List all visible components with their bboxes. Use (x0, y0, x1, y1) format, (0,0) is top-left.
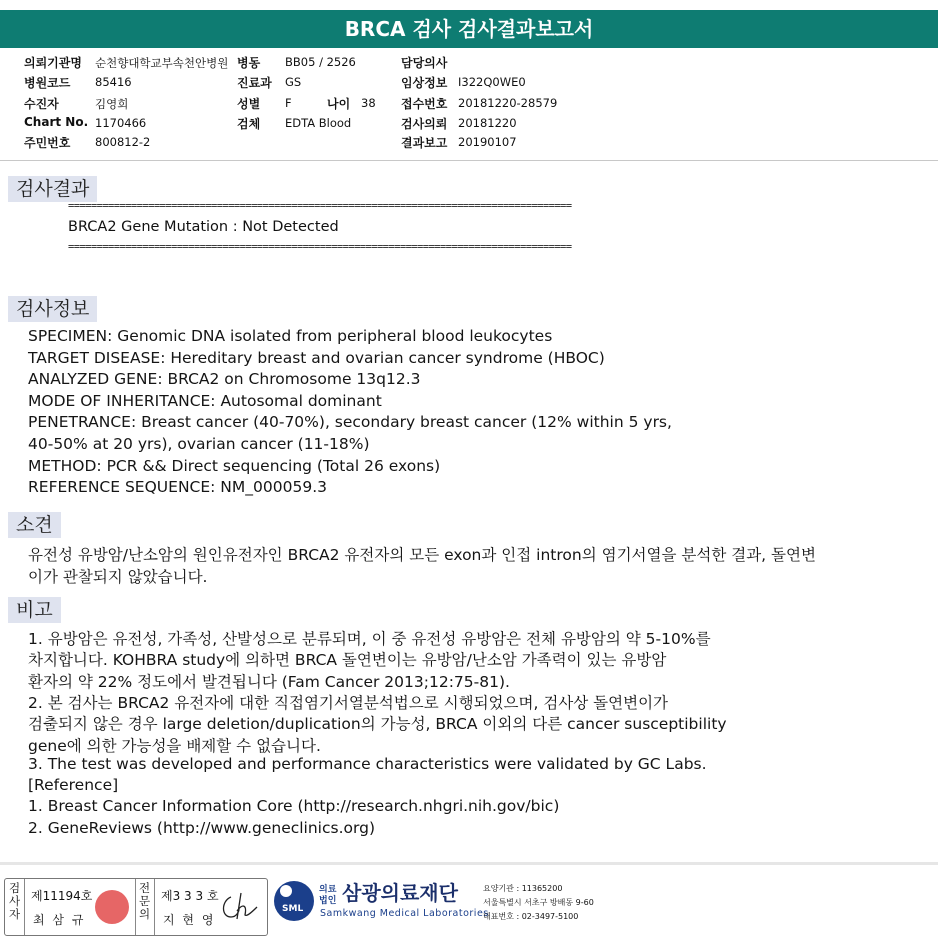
header-value: 순천향대학교부속천안병원 (95, 56, 229, 70)
note-line: [Reference] (28, 776, 119, 795)
specialist-signature (217, 887, 261, 925)
tester-license: 제11194호 (31, 889, 93, 903)
section-title-notes: 비고 (8, 597, 61, 623)
result-separator-bottom: ======================================================================================== (68, 241, 572, 253)
note-line: 3. The test was developed and performance characteristics were validated by GC Labs. (28, 754, 707, 773)
header-value: 20181220 (458, 116, 517, 130)
org-prefix-bottom: 법인 (319, 896, 337, 906)
note-line: 1. 유방암은 유전성, 가족성, 산발성으로 분류되며, 이 중 유전성 유방암은 전체 유방암의 약 5-10%를 (28, 630, 711, 648)
info-line: ANALYZED GENE: BRCA2 on Chromosome 13q12.3 (28, 370, 421, 389)
finding-line: 이가 관찰되지 않았습니다. (28, 568, 208, 586)
report-title: BRCA 검사 검사결과보고서 (0, 10, 938, 48)
header-label: 진료과 (237, 76, 272, 90)
sml-logo (272, 879, 316, 927)
header-label: 임상정보 (401, 76, 448, 90)
info-line: PENETRANCE: Breast cancer (40-70%), secondary breast cancer (12% within 5 yrs, (28, 413, 672, 432)
section-title-finding: 소견 (8, 512, 61, 538)
note-line: 1. Breast Cancer Information Core (http://research.nhgri.nih.gov/bic) (28, 797, 560, 816)
note-line: 2. 본 검사는 BRCA2 유전자에 대한 직접염기서열분석법으로 시행되었으며, 검사상 돌연변이가 (28, 693, 669, 712)
age-label: 나이 (327, 97, 351, 111)
org-address: 서울특별시 서초구 방배동 9-60 (483, 898, 594, 907)
logo-text: SML (282, 904, 304, 914)
header-label: Chart No. (24, 115, 89, 129)
section-title-info: 검사정보 (8, 296, 97, 322)
header-label: 접수번호 (401, 97, 448, 111)
specialist-label: 전 문 의 (138, 881, 151, 921)
header-label: 담당의사 (401, 56, 448, 70)
header-value: 1170466 (95, 116, 147, 130)
header-label: 병동 (237, 56, 261, 70)
header-label: 의뢰기관명 (24, 56, 82, 70)
header-value: EDTA Blood (285, 116, 352, 130)
patient-info-header (0, 54, 938, 158)
result-text: BRCA2 Gene Mutation : Not Detected (68, 219, 339, 235)
header-value: 85416 (95, 75, 132, 89)
age-value: 38 (361, 96, 376, 110)
finding-line: 유전성 유방암/난소암의 원인유전자인 BRCA2 유전자의 모든 exon과 인접 intron의 염기서열을 분석한 결과, 돌연변 (28, 546, 816, 564)
specialist-license: 제3 3 3 호 (161, 889, 219, 903)
note-line: 차지합니다. KOHBRA study에 의하면 BRCA 돌연변이는 유방암/난소암 가족력이 있는 유방암 (28, 651, 667, 670)
note-line: gene에 의한 가능성을 배제할 수 없습니다. (28, 736, 321, 755)
org-phone: 대표번호 : 02-3497-5100 (483, 912, 579, 921)
header-value: 20181220-28579 (458, 96, 558, 110)
note-line: 환자의 약 22% 정도에서 발견됩니다 (Fam Cancer 2013;12:75-81). (28, 672, 510, 691)
note-line: 검출되지 않은 경우 large deletion/duplication의 가능성, BRCA 이외의 다른 cancer susceptibility (28, 715, 727, 734)
tester-name: 최 삼 규 (33, 913, 86, 927)
header-value: F (285, 96, 292, 110)
note-line: 2. GeneReviews (http://www.geneclinics.org) (28, 818, 375, 837)
header-label: 병원코드 (24, 76, 71, 90)
header-value: 20190107 (458, 135, 517, 149)
header-label: 검체 (237, 117, 261, 131)
info-line: 40-50% at 20 yrs), ovarian cancer (11-18%) (28, 435, 370, 453)
signature-box (4, 878, 268, 936)
header-value: GS (285, 75, 302, 89)
header-value: BB05 / 2526 (285, 55, 356, 69)
org-english-name: Samkwang Medical Laboratories (320, 908, 489, 919)
result-separator-top: ======================================================================================== (68, 200, 572, 212)
header-label: 결과보고 (401, 136, 448, 150)
report-footer (0, 864, 938, 943)
tester-seal (95, 890, 129, 924)
sml-logo-icon (272, 879, 316, 923)
specialist-name: 지 현 영 (163, 913, 216, 927)
info-line: MODE OF INHERITANCE: Autosomal dominant (28, 391, 382, 410)
info-line: METHOD: PCR && Direct sequencing (Total 26 exons) (28, 456, 441, 475)
org-code: 요양기관 : 11365200 (483, 884, 563, 893)
info-line: TARGET DISEASE: Hereditary breast and ovarian cancer syndrome (HBOC) (28, 348, 605, 367)
header-value: I322Q0WE0 (458, 75, 526, 89)
header-value: 800812-2 (95, 135, 151, 149)
info-line: REFERENCE SEQUENCE: NM_000059.3 (28, 478, 327, 497)
header-label: 검사의뢰 (401, 117, 448, 131)
info-line: SPECIMEN: Genomic DNA isolated from peripheral blood leukocytes (28, 327, 553, 345)
org-name: 삼광의료재단 (342, 881, 458, 905)
header-divider (0, 160, 938, 161)
org-prefix-top: 의료 (319, 885, 337, 895)
header-label: 주민번호 (24, 136, 71, 150)
header-label: 성별 (237, 97, 261, 111)
section-title-result: 검사결과 (8, 176, 97, 202)
header-value: 김영희 (95, 97, 129, 111)
tester-label: 검 사 자 (8, 881, 21, 921)
header-label: 수진자 (24, 97, 59, 111)
